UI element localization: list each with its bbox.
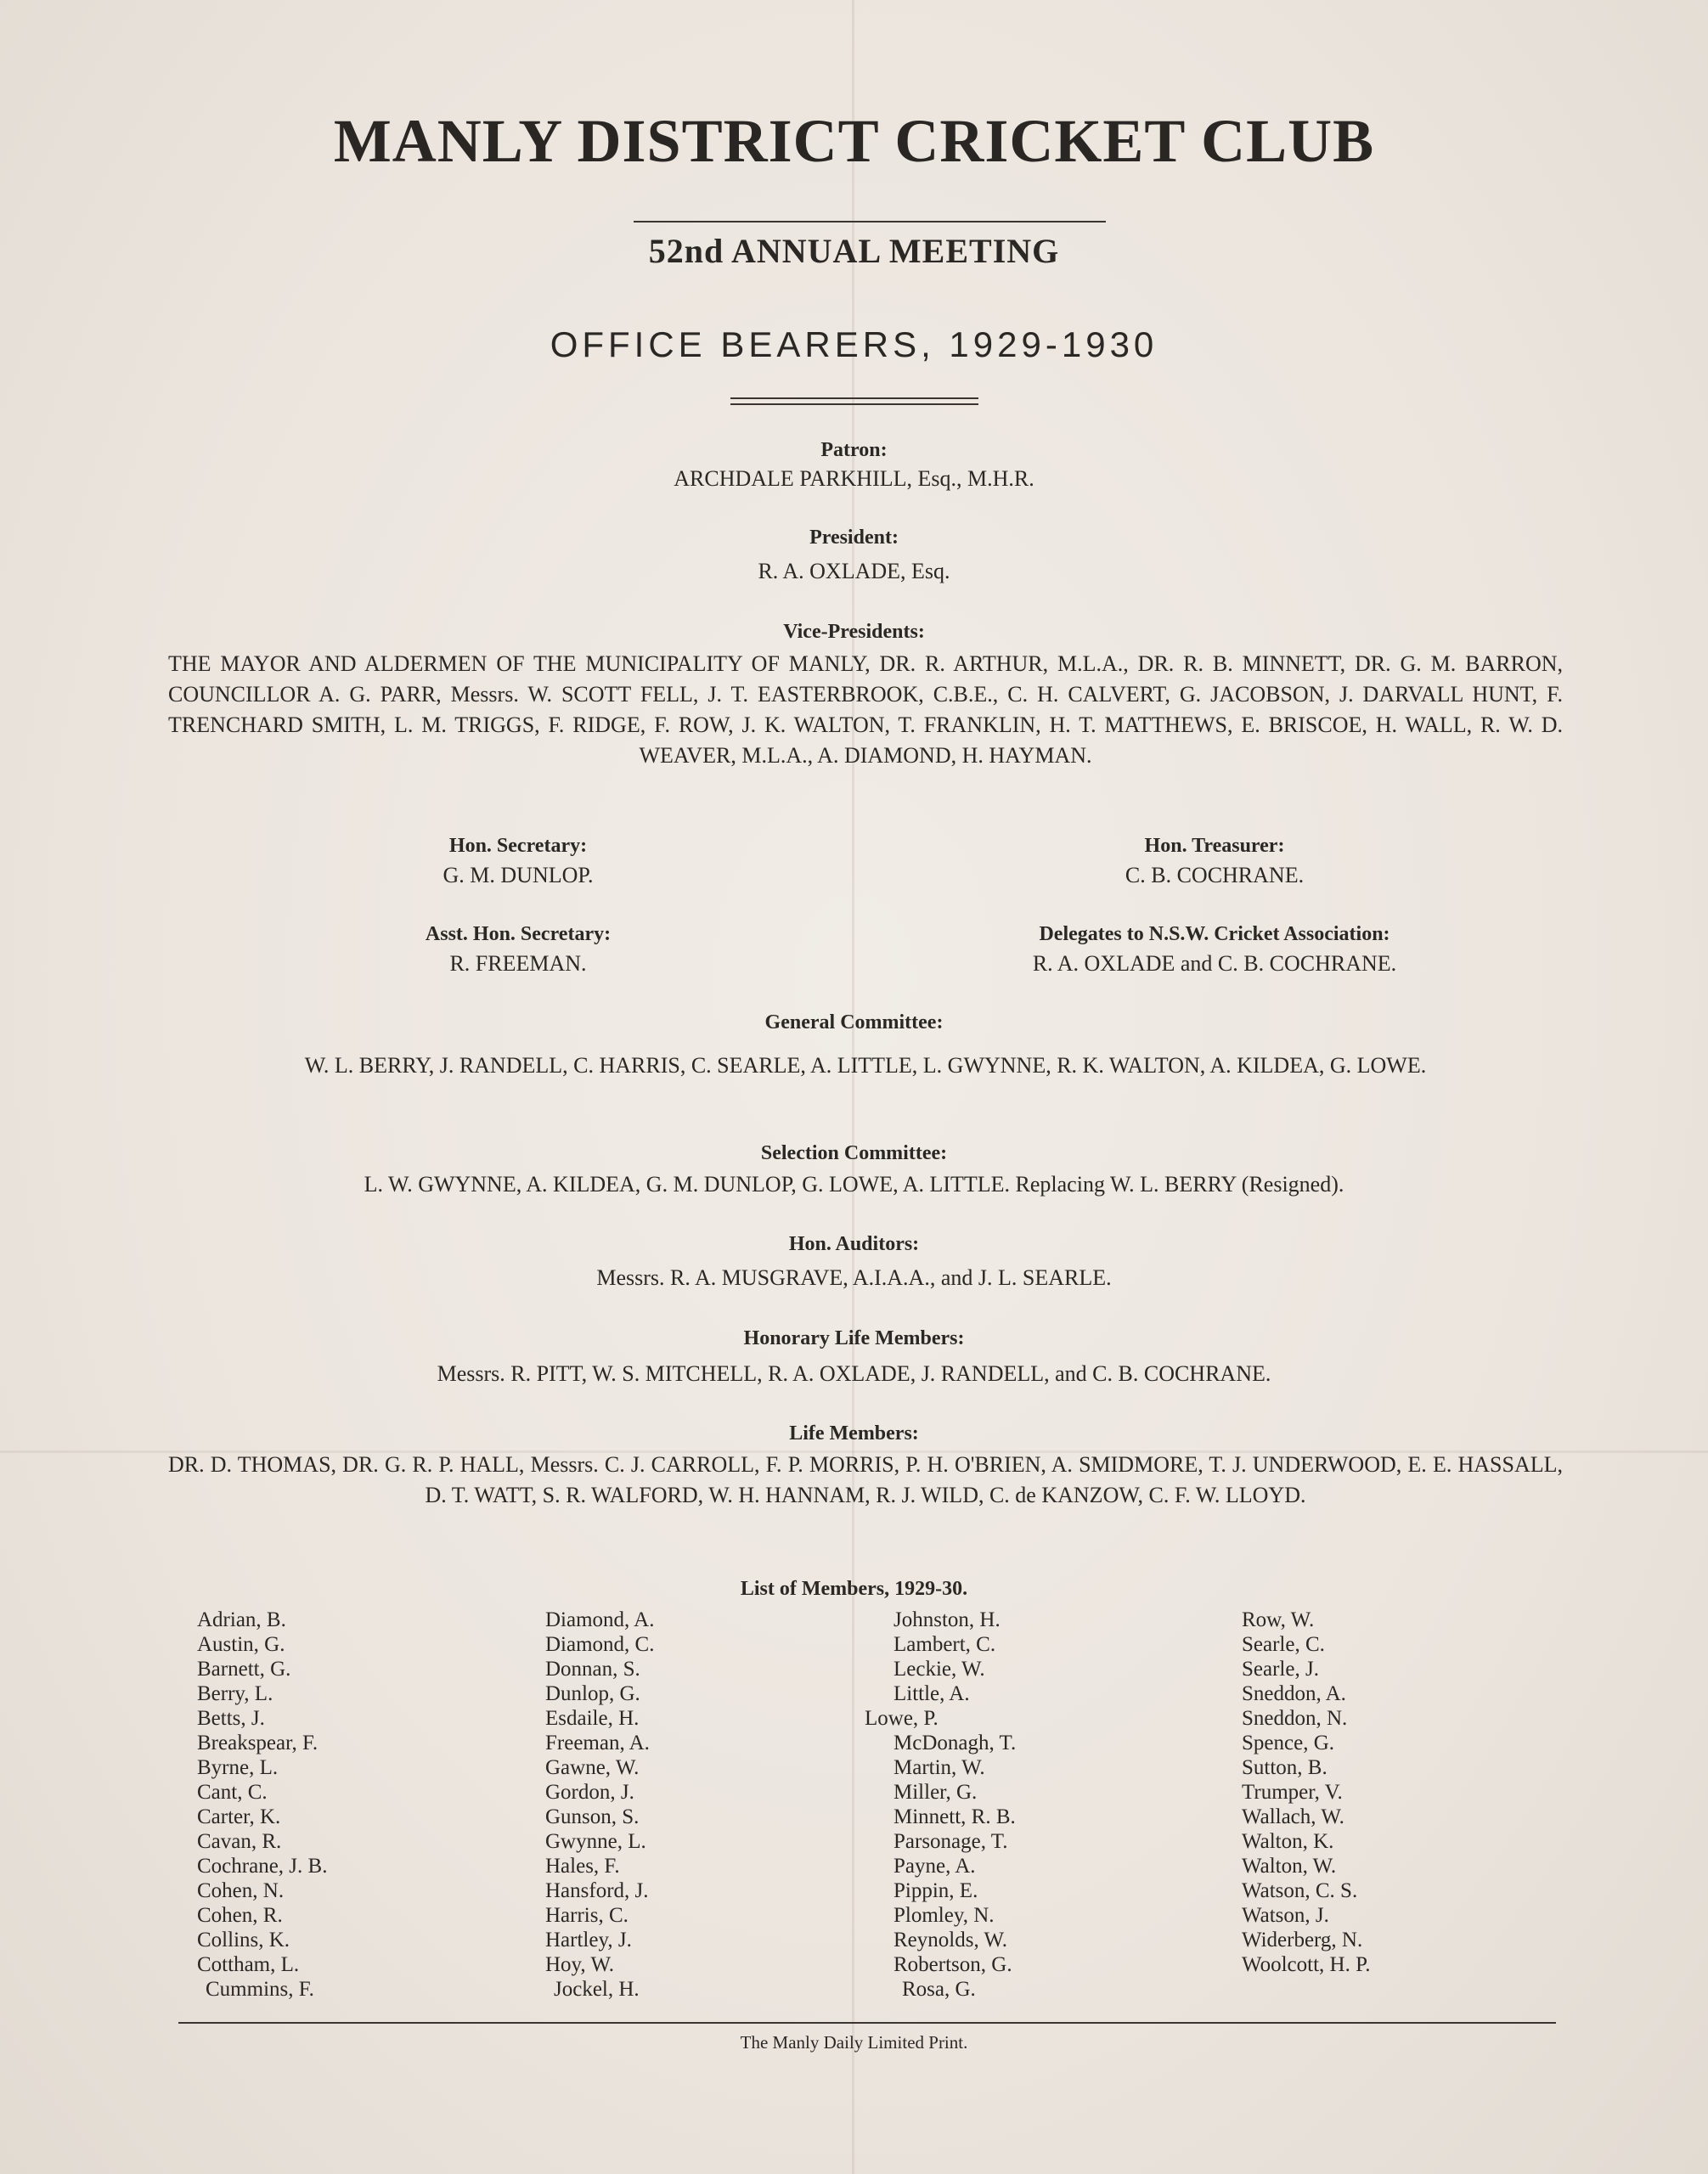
member-name: Byrne, L. <box>197 1756 279 1779</box>
member-name: Dunlop, G. <box>545 1682 640 1705</box>
patron-name: ARCHDALE PARKHILL, Esq., M.H.R. <box>674 466 1034 491</box>
patron-heading: Patron: <box>820 439 888 461</box>
office-bearers-heading: OFFICE BEARERS, 1929-1930 <box>550 324 1158 364</box>
asst-hon-secretary-heading: Asst. Hon. Secretary: <box>425 923 612 945</box>
member-name: Cummins, F. <box>206 1978 314 2001</box>
member-name: Little, A. <box>893 1682 970 1705</box>
member-name: Berry, L. <box>197 1682 273 1705</box>
life-members-text: DR. D. THOMAS, DR. G. R. P. HALL, Messrs. C. J. CARROLL, F. P. MORRIS, P. H. O'BRIEN, A. SMIDMORE, T. J. UNDERWOOD, E. E. HASSALL, D. T. WATT, S. R. WALFORD, W. H. HANNAM, R. J. WILD, C. de KANZOW, C. F. W. LLOYD. <box>168 1452 1563 1507</box>
hon-treasurer-heading: Hon. Treasurer: <box>1144 835 1285 857</box>
member-name: Gunson, S. <box>545 1805 640 1828</box>
member-name: Hartley, J. <box>545 1929 632 1952</box>
double-rule-2 <box>730 403 978 405</box>
asst-hon-secretary-name: R. FREEMAN. <box>449 951 587 976</box>
general-committee-text: W. L. BERRY, J. RANDELL, C. HARRIS, C. SEARLE, A. LITTLE, L. GWYNNE, R. K. WALTON, A. KILDEA, G. LOWE. <box>304 1053 1427 1078</box>
general-committee-heading: General Committee: <box>764 1011 944 1033</box>
member-name: Spence, G. <box>1242 1732 1334 1754</box>
member-name: Breakspear, F. <box>197 1732 318 1754</box>
member-name: Minnett, R. B. <box>893 1805 1016 1828</box>
member-name: Woolcott, H. P. <box>1242 1953 1371 1976</box>
member-name: Diamond, A. <box>545 1608 655 1631</box>
president-heading: President: <box>809 527 899 549</box>
member-name: Parsonage, T. <box>893 1830 1008 1853</box>
member-name: Hansford, J. <box>545 1879 649 1902</box>
member-name: Hoy, W. <box>545 1953 615 1976</box>
member-name: Collins, K. <box>197 1929 290 1952</box>
member-name: Sutton, B. <box>1242 1756 1328 1779</box>
member-name: Cavan, R. <box>197 1830 282 1853</box>
member-name: Reynolds, W. <box>893 1929 1008 1952</box>
member-name: Watson, J. <box>1242 1904 1329 1927</box>
member-name: Gordon, J. <box>545 1781 634 1804</box>
member-name: Gwynne, L. <box>545 1830 646 1853</box>
hon-auditors-text: Messrs. R. A. MUSGRAVE, A.I.A.A., and J. L. SEARLE. <box>596 1265 1112 1290</box>
members-column-4 <box>1242 1608 1370 1977</box>
member-name: Cant, C. <box>197 1781 268 1804</box>
member-name: Sneddon, N. <box>1242 1707 1348 1730</box>
member-name: Leckie, W. <box>893 1658 985 1681</box>
member-name: Betts, J. <box>197 1707 265 1730</box>
life-members-heading: Life Members: <box>789 1422 919 1445</box>
honorary-life-members-text: Messrs. R. PITT, W. S. MITCHELL, R. A. OXLADE, J. RANDELL, and C. B. COCHRANE. <box>437 1361 1271 1386</box>
member-name: Plomley, N. <box>893 1904 995 1927</box>
member-name: Hales, F. <box>545 1855 620 1878</box>
members-column-3 <box>865 1608 1017 2002</box>
member-name: Donnan, S. <box>545 1658 640 1681</box>
member-name: Carter, K. <box>197 1805 281 1828</box>
member-name: Cohen, R. <box>197 1904 283 1927</box>
member-name: Payne, A. <box>893 1855 976 1878</box>
member-name: Austin, G. <box>197 1633 285 1656</box>
hon-secretary-heading: Hon. Secretary: <box>448 835 588 857</box>
member-name: Searle, C. <box>1242 1633 1325 1656</box>
rule-top <box>634 221 1106 222</box>
member-name: Trumper, V. <box>1242 1781 1343 1804</box>
member-name: Widerberg, N. <box>1242 1929 1363 1952</box>
honorary-life-members-heading: Honorary Life Members: <box>743 1327 965 1349</box>
printer-footer: The Manly Daily Limited Print. <box>740 2032 968 2053</box>
member-name: Freeman, A. <box>545 1732 650 1754</box>
member-name: Sneddon, A. <box>1242 1682 1346 1705</box>
member-name: Walton, K. <box>1242 1830 1334 1853</box>
members-column-2 <box>545 1608 654 2002</box>
selection-committee-text: L. W. GWYNNE, A. KILDEA, G. M. DUNLOP, G. LOWE, A. LITTLE. Replacing W. L. BERRY (Resigned). <box>364 1172 1344 1197</box>
member-name: Diamond, C. <box>545 1633 655 1656</box>
member-name: Walton, W. <box>1242 1855 1337 1878</box>
delegates-names: R. A. OXLADE and C. B. COCHRANE. <box>1032 951 1397 976</box>
members-column-1 <box>197 1608 327 2002</box>
member-name: Gawne, W. <box>545 1756 640 1779</box>
member-name: Barnett, G. <box>197 1658 291 1681</box>
member-name: Miller, G. <box>893 1781 978 1804</box>
president-name: R. A. OXLADE, Esq. <box>758 559 950 583</box>
double-rule-1 <box>730 397 978 399</box>
member-name: Searle, J. <box>1242 1658 1319 1681</box>
member-name: Row, W. <box>1242 1608 1315 1631</box>
member-name: Cochrane, J. B. <box>197 1855 328 1878</box>
member-name: Watson, C. S. <box>1242 1879 1358 1902</box>
members-list-heading: List of Members, 1929-30. <box>740 1578 968 1600</box>
member-name: McDonagh, T. <box>893 1732 1017 1754</box>
member-name: Harris, C. <box>545 1904 629 1927</box>
hon-secretary-name: G. M. DUNLOP. <box>443 863 594 887</box>
member-name: Rosa, G. <box>902 1978 976 2001</box>
selection-committee-heading: Selection Committee: <box>760 1142 948 1164</box>
hon-auditors-heading: Hon. Auditors: <box>788 1233 920 1255</box>
delegates-heading: Delegates to N.S.W. Cricket Association: <box>1039 923 1390 945</box>
member-name: Cottham, L. <box>197 1953 300 1976</box>
member-name: Adrian, B. <box>197 1608 286 1631</box>
member-name: Lambert, C. <box>893 1633 996 1656</box>
member-name: Wallach, W. <box>1242 1805 1344 1828</box>
member-name: Robertson, G. <box>893 1953 1012 1976</box>
member-name: Martin, W. <box>893 1756 985 1779</box>
member-name: Cohen, N. <box>197 1879 285 1902</box>
member-name: Pippin, E. <box>893 1879 978 1902</box>
meeting-subtitle: 52nd ANNUAL MEETING <box>648 232 1060 270</box>
member-name: Jockel, H. <box>554 1978 640 2001</box>
member-name: Esdaile, H. <box>545 1707 640 1730</box>
vice-presidents-text: THE MAYOR AND ALDERMEN OF THE MUNICIPALITY OF MANLY, DR. R. ARTHUR, M.L.A., DR. R. B. MINNETT, DR. G. M. BARRON, COUNCILLOR A. G. PARR, Messrs. W. SCOTT FELL, J. T. EASTERBROOK, C.B.E., C. H. CALVERT, G. JACOBSON, J. DARVALL HUNT, F. TRENCHARD SMITH, L. M. TRIGGS, F. RIDGE, F. ROW, J. K. WALTON, T. FRANKLIN, H. T. MATTHEWS, E. BRISCOE, H. WALL, R. W. D. WEAVER, M.L.A., A. DIAMOND, H. HAYMAN. <box>168 651 1563 768</box>
bottom-rule <box>178 2022 1556 2024</box>
member-name: Johnston, H. <box>893 1608 1001 1631</box>
member-name: Lowe, P. <box>865 1707 939 1730</box>
vice-presidents-heading: Vice-Presidents: <box>783 621 925 643</box>
club-title: MANLY DISTRICT CRICKET CLUB <box>333 107 1375 175</box>
hon-treasurer-name: C. B. COCHRANE. <box>1125 863 1305 887</box>
